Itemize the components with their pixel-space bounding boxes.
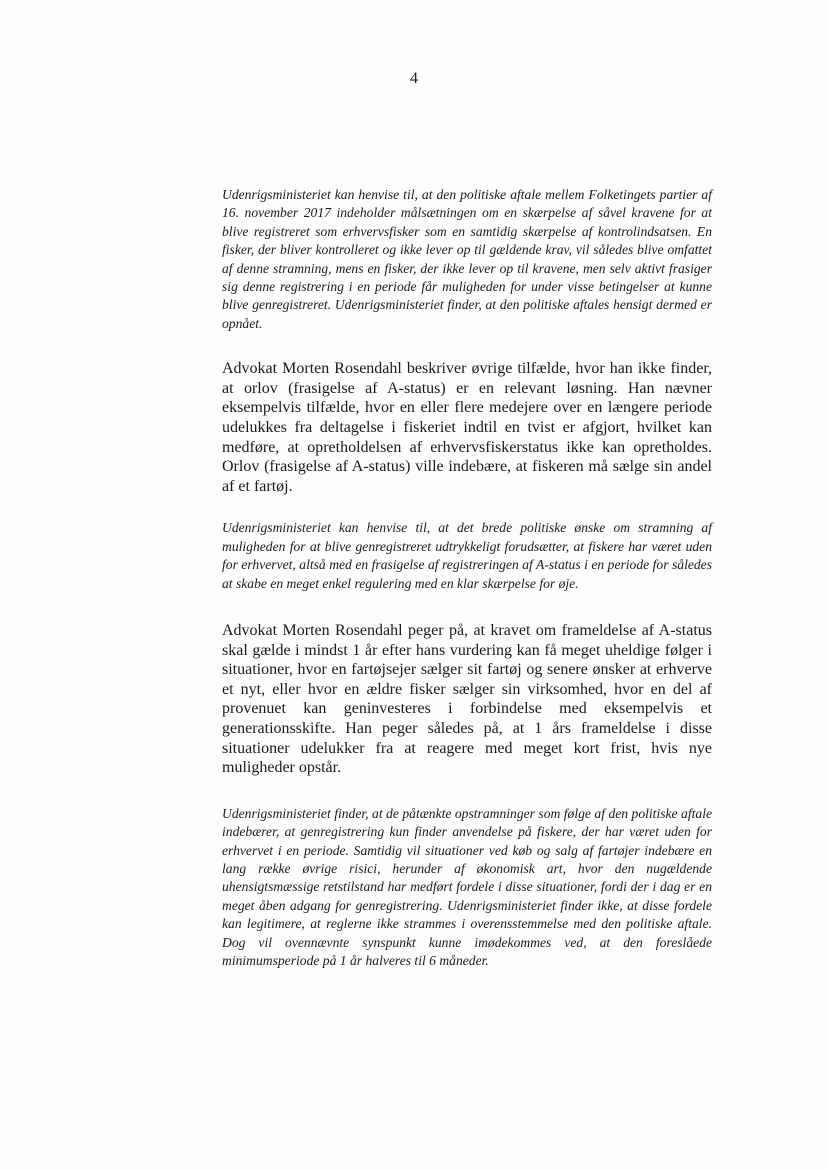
ministry-response-paragraph: Udenrigsministeriet finder, at de påtænkte opstramninger som følge af den politiske aftale indebærer, at genregistrering kun finder anvendelse på fiskere, der har været uden for erhvervet i en periode. Samtidig vil situationer ved køb og salg af fartøjer indebære en lang række øvrige risici, herunder af økonomisk art, hvor den nugældende uhensigtsmæssige retstilstand har medført fordele i disse situationer, fordi der i dag er en meget åben adgang for genregistrering. Udenrigsministeriet finder ikke, at disse fordele kan legitimere, at reglerne ikke strammes i overensstemmelse med den politiske aftale. Dog vil ovennævnte synspunkt kunne imødekommes ved, at den foreslåede minimumsperiode på 1 år halveres til 6 måneder. xyxy=(222,805,712,969)
page-number: 4 xyxy=(410,70,418,87)
lawyer-argument-paragraph: Advokat Morten Rosendahl peger på, at kravet om frameldelse af A-status skal gælde i mindst 1 år efter hans vurdering kan få meget uheldige følger i situationer, hvor en fartøjsejer sælger sit fartøj og senere ønsker at erhverve et nyt, eller hvor en ældre fisker sælger sin virksomhed, hvor en del af provenuet kan geninvesteres i forbindelse med eksempelvis et generationsskifte. Han peger således på, at 1 års frameldelse i disse situationer udelukker fra at reagere med meget kort frist, hvis nye muligheder opstår. xyxy=(222,622,712,777)
ministry-response-paragraph: Udenrigsministeriet kan henvise til, at det brede politiske ønske om stramning af muligheden for at blive genregistreret udtrykkeligt forudsætter, at fiskere har været uden for erhvervet, altså med en frasigelse af registreringen af A-status i en periode for således at skabe en meget enkel regulering med en klar skærpelse for øje. xyxy=(222,520,712,591)
ministry-response-paragraph: Udenrigsministeriet kan henvise til, at den politiske aftale mellem Folketingets partier af 16. november 2017 indeholder målsætningen om en skærpelse af såvel kravene for at blive registreret som erhvervsfisker som en samtidig skærpelse af kontrolindsatsen. En fisker, der bliver kontrolleret og ikke lever op til gældende krav, vil således blive omfattet af denne stramning, mens en fisker, der ikke lever op til kravene, men selv aktivt frasiger sig denne registrering i en periode får muligheden for under visse betingelser at kunne blive genregistreret. Udenrigsministeriet finder, at den politiske aftales hensigt dermed er opnået. xyxy=(222,187,712,331)
document-body xyxy=(222,186,712,970)
lawyer-argument-paragraph: Advokat Morten Rosendahl beskriver øvrige tilfælde, hvor han ikke finder, at orlov (frasigelse af A-status) er en relevant løsning. Han nævner eksempelvis tilfælde, hvor en eller flere medejere over en længere periode udelukkes fra deltagelse i fiskeriet indtil en tvist er afgjort, hvilket kan medføre, at opretholdelsen af erhvervsfiskerstatus ikke kan opretholdes. Orlov (frasigelse af A-status) ville indebære, at fiskeren må sælge sin andel af et fartøj. xyxy=(222,360,712,495)
